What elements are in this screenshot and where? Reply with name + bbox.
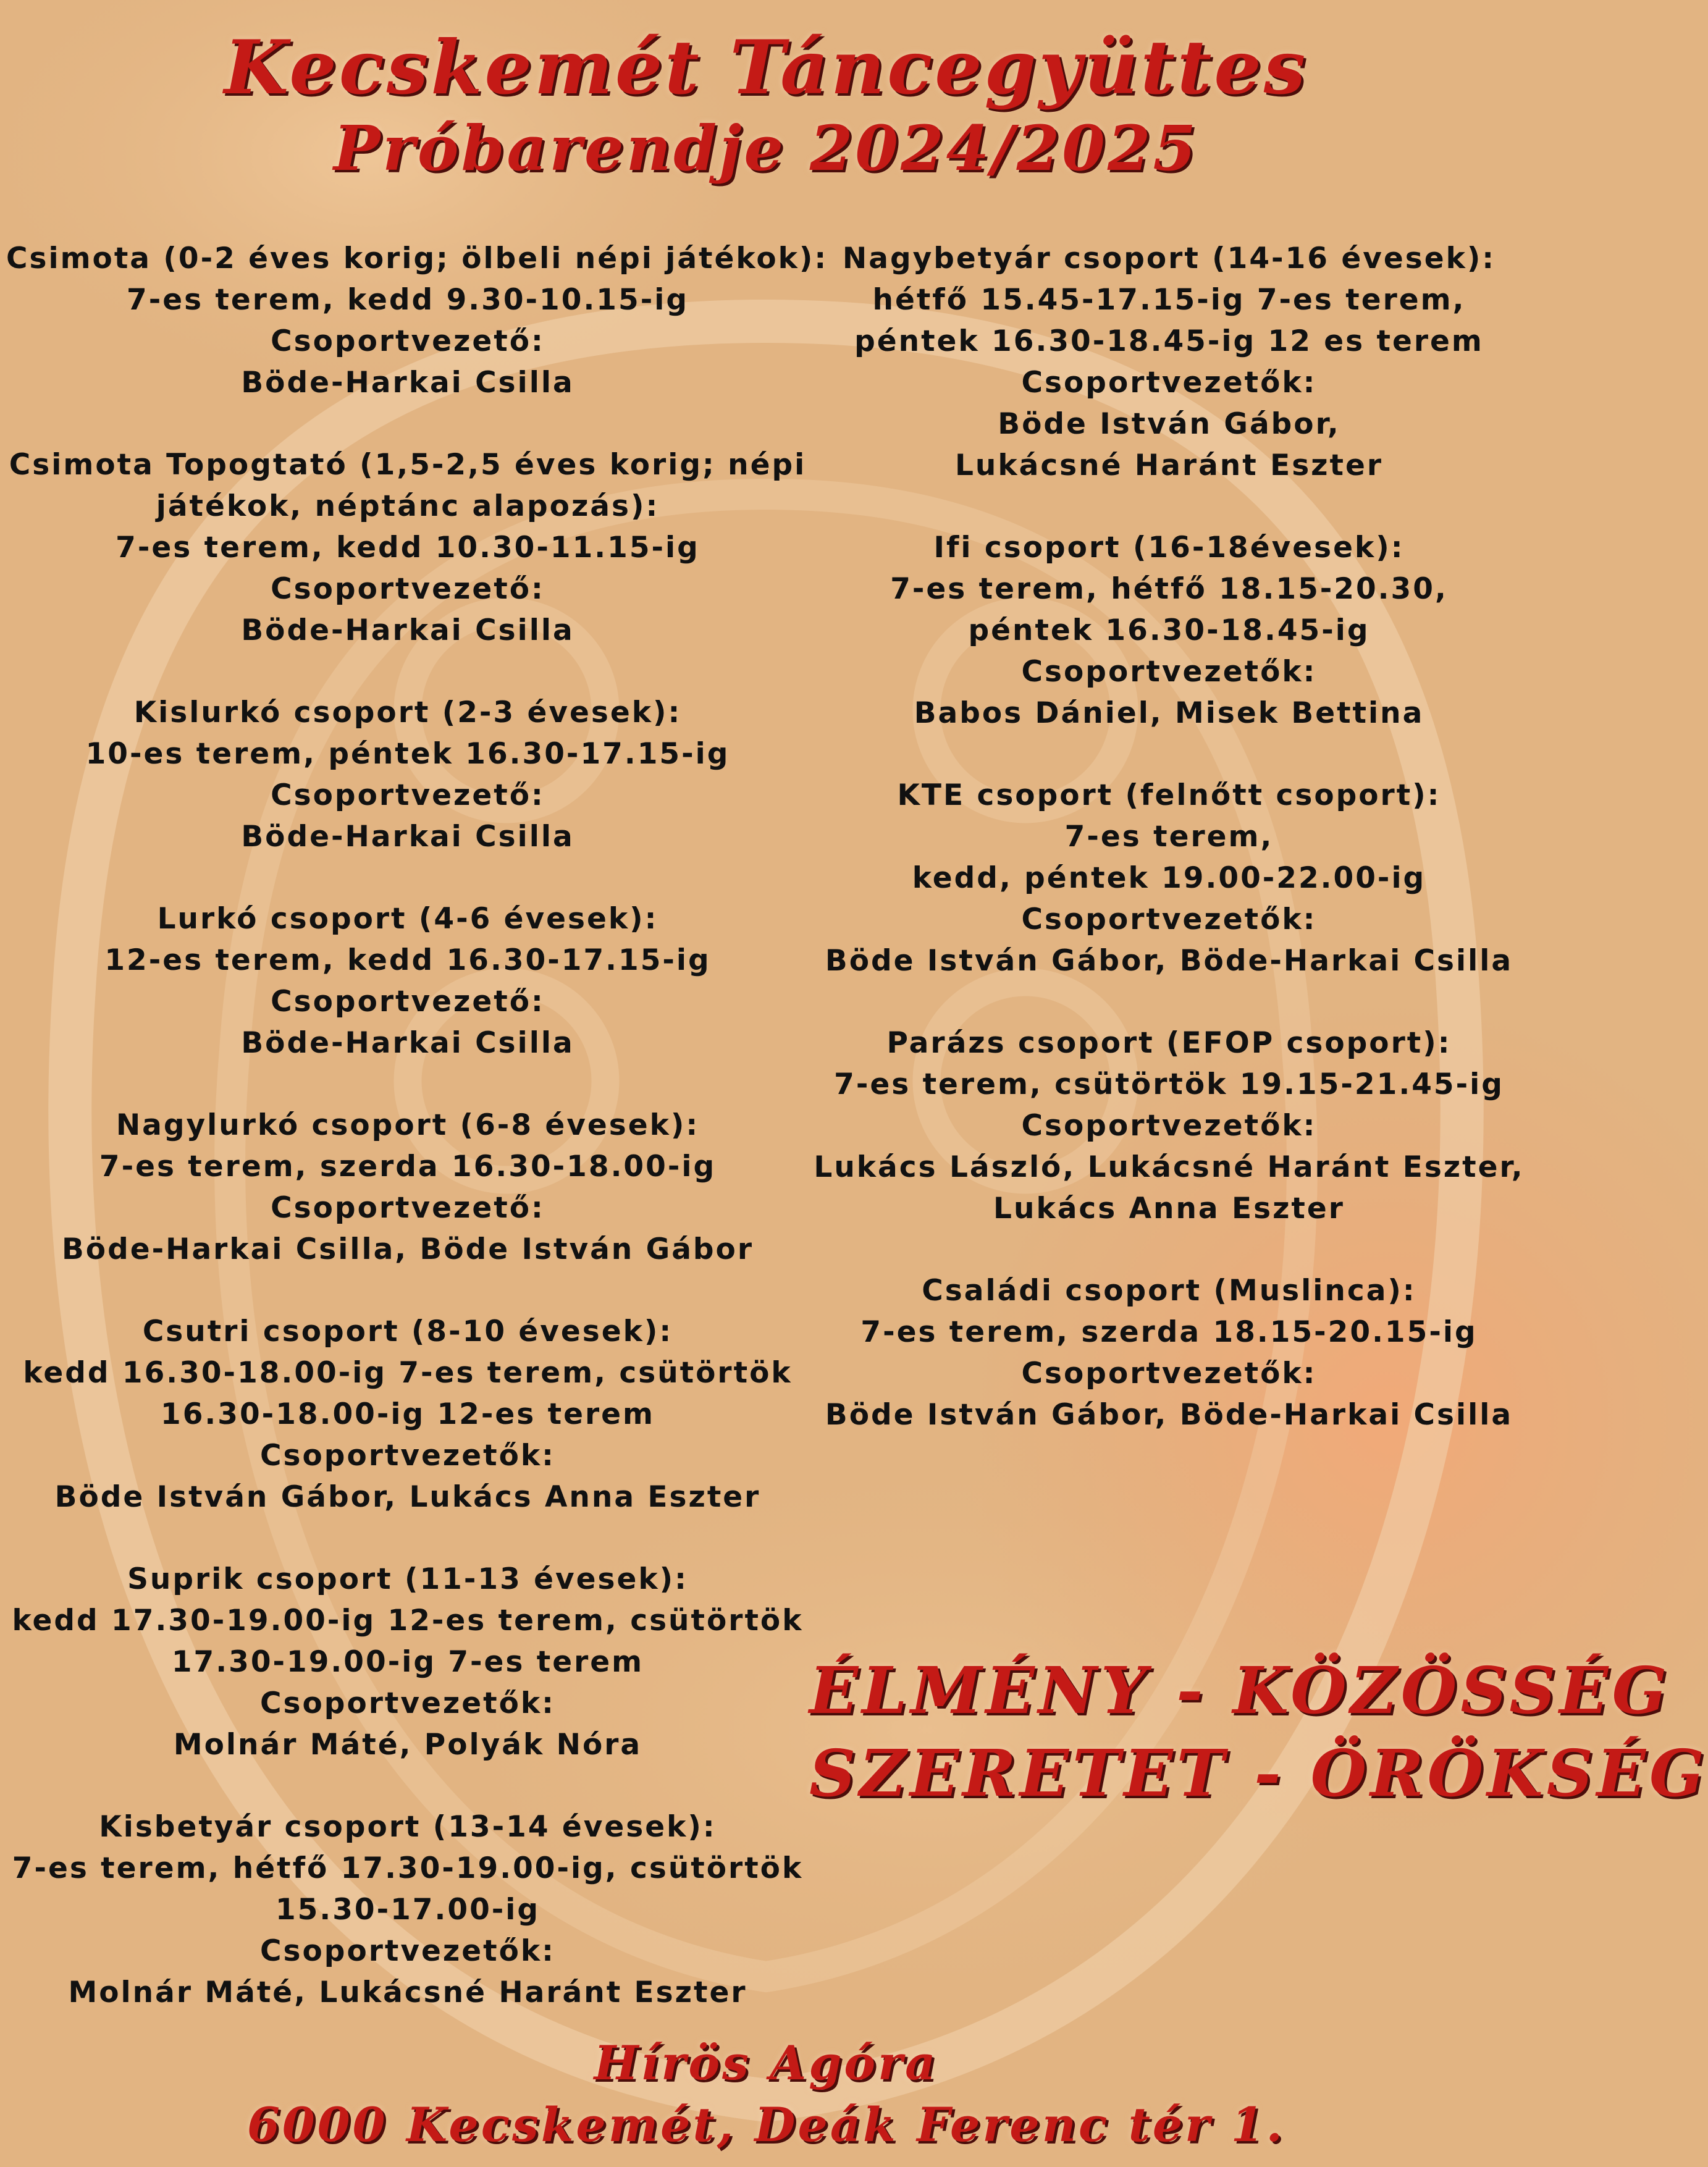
- schedule-group: [6, 1806, 809, 2013]
- motto-line-1: ÉLMÉNY - KÖZÖSSÉG: [809, 1652, 1671, 1728]
- group-detail-line: Lukácsné Haránt Eszter: [954, 448, 1384, 482]
- group-detail-line: Lukács Anna Eszter: [993, 1192, 1345, 1226]
- group-heading: Kislurkó csoport (2-3 évesek):: [133, 696, 682, 730]
- group-detail-line: Babos Dániel, Misek Bettina: [914, 696, 1424, 730]
- group-detail-line: 7-es terem, kedd 10.30-11.15-ig: [116, 531, 700, 565]
- group-detail-line: 10-es terem, péntek 16.30-17.15-ig: [85, 737, 730, 771]
- group-heading: Családi csoport (Muslinca):: [922, 1274, 1416, 1308]
- group-detail-line: Böde István Gábor, Böde-Harkai Csilla: [825, 944, 1513, 978]
- venue-name: Hírös Agóra: [594, 2035, 938, 2090]
- group-detail-line: Csoportvezetők:: [1021, 903, 1317, 936]
- group-heading: KTE csoport (felnőtt csoport):: [897, 778, 1441, 812]
- group-detail-line: Csoportvezetők:: [1021, 1357, 1317, 1391]
- group-detail-line: 7-es terem, szerda 16.30-18.00-ig: [99, 1150, 717, 1184]
- group-heading: Ifi csoport (16-18évesek):: [933, 531, 1405, 565]
- group-detail-line: Csoportvezetők:: [1021, 1109, 1317, 1143]
- group-detail-line: Böde-Harkai Csilla: [241, 613, 574, 647]
- group-heading: Csimota (0-2 éves korig; ölbeli népi játékok):: [6, 242, 828, 276]
- group-detail-line: Csoportvezetők:: [260, 1686, 555, 1720]
- schedule-right-column: [809, 238, 1529, 1476]
- schedule-group: [809, 775, 1529, 982]
- group-detail-line: Csoportvezetők:: [1021, 655, 1317, 689]
- schedule-left-column: [6, 238, 828, 2054]
- header: [0, 25, 1532, 185]
- group-heading: Parázs csoport (EFOP csoport):: [886, 1026, 1452, 1060]
- group-detail-line: 7-es terem, hétfő 18.15-20.30,: [890, 572, 1448, 606]
- schedule-group: [809, 527, 1529, 734]
- group-detail-line: Böde-Harkai Csilla: [241, 820, 574, 854]
- venue-address: 6000 Kecskemét, Deák Ferenc tér 1.: [246, 2097, 1285, 2152]
- group-detail-line: Csoportvezetők:: [1021, 366, 1317, 400]
- group-detail-line: Csoportvezetők:: [260, 1934, 555, 1968]
- group-detail-line: 7-es terem, csütörtök 19.15-21.45-ig: [834, 1067, 1504, 1101]
- schedule-group: [6, 444, 809, 651]
- group-detail-line: kedd, péntek 19.00-22.00-ig: [912, 861, 1426, 895]
- group-detail-line: Böde István Gábor,: [998, 407, 1340, 441]
- group-heading: Nagylurkó csoport (6-8 évesek):: [116, 1108, 700, 1142]
- group-detail-line: 7-es terem, kedd 9.30-10.15-ig: [127, 283, 689, 317]
- group-detail-line: 15.30-17.00-ig: [275, 1893, 541, 1927]
- group-detail-line: kedd 16.30-18.00-ig 7-es terem, csütörtök: [23, 1356, 793, 1390]
- group-detail-line: péntek 16.30-18.45-ig 12 es terem: [854, 324, 1484, 358]
- group-detail-line: Lukács László, Lukácsné Haránt Eszter,: [814, 1150, 1525, 1184]
- group-heading: Csimota Topogtató (1,5-2,5 éves korig; népi: [9, 448, 807, 482]
- group-detail-line: Csoportvezetők:: [260, 1439, 555, 1473]
- group-detail-line: hétfő 15.45-17.15-ig 7-es terem,: [872, 283, 1466, 317]
- group-detail-line: 16.30-18.00-ig 12-es terem: [161, 1397, 655, 1431]
- page-subtitle: Próbarendje 2024/2025: [333, 112, 1198, 185]
- group-detail-line: Böde-Harkai Csilla, Böde István Gábor: [61, 1232, 754, 1266]
- motto-line-2: SZERETET - ÖRÖKSÉG: [809, 1735, 1708, 1811]
- group-heading: Suprik csoport (11-13 évesek):: [127, 1562, 688, 1596]
- schedule-group: [809, 1270, 1529, 1436]
- schedule-group: [6, 1559, 809, 1765]
- group-detail-line: 12-es terem, kedd 16.30-17.15-ig: [104, 943, 711, 977]
- group-heading: Lurkó csoport (4-6 évesek):: [157, 902, 658, 936]
- group-heading: Kisbetyár csoport (13-14 évesek):: [99, 1810, 717, 1844]
- group-detail-line: Csoportvezető:: [271, 572, 545, 606]
- schedule-group: [6, 238, 828, 403]
- schedule-group: [6, 1105, 809, 1270]
- group-heading: Csutri csoport (8-10 évesek):: [142, 1315, 673, 1349]
- schedule-group: [809, 238, 1529, 486]
- schedule-group: [6, 692, 809, 857]
- footer-address: [0, 2032, 1532, 2156]
- motto: [809, 1649, 1708, 1815]
- group-detail-line: Böde-Harkai Csilla: [241, 1026, 574, 1060]
- group-detail-line: Csoportvezető:: [271, 1191, 545, 1225]
- group-detail-line: Molnár Máté, Polyák Nóra: [173, 1728, 642, 1762]
- group-detail-line: játékok, néptánc alapozás):: [156, 489, 660, 523]
- group-detail-line: kedd 17.30-19.00-ig 12-es terem, csütörtök: [12, 1604, 804, 1638]
- group-detail-line: Molnár Máté, Lukácsné Haránt Eszter: [68, 1976, 747, 2009]
- group-detail-line: Csoportvezető:: [271, 985, 545, 1019]
- group-detail-line: Böde István Gábor, Böde-Harkai Csilla: [825, 1398, 1513, 1432]
- schedule-group: [6, 1311, 809, 1518]
- group-detail-line: Csoportvezető:: [271, 778, 545, 812]
- group-detail-line: 7-es terem, szerda 18.15-20.15-ig: [860, 1315, 1478, 1349]
- group-detail-line: 17.30-19.00-ig 7-es terem: [171, 1645, 644, 1679]
- group-detail-line: Csoportvezető:: [271, 324, 545, 358]
- schedule-group: [809, 1022, 1529, 1229]
- group-detail-line: péntek 16.30-18.45-ig: [968, 613, 1370, 647]
- schedule-group: [6, 898, 809, 1064]
- group-detail-line: 7-es terem, hétfő 17.30-19.00-ig, csütörtök: [12, 1851, 804, 1885]
- group-detail-line: Böde-Harkai Csilla: [241, 366, 574, 400]
- group-heading: Nagybetyár csoport (14-16 évesek):: [842, 242, 1496, 276]
- group-detail-line: Böde István Gábor, Lukács Anna Eszter: [54, 1480, 761, 1514]
- group-detail-line: 7-es terem,: [1064, 820, 1274, 854]
- page-title: Kecskemét Táncegyüttes: [224, 24, 1308, 111]
